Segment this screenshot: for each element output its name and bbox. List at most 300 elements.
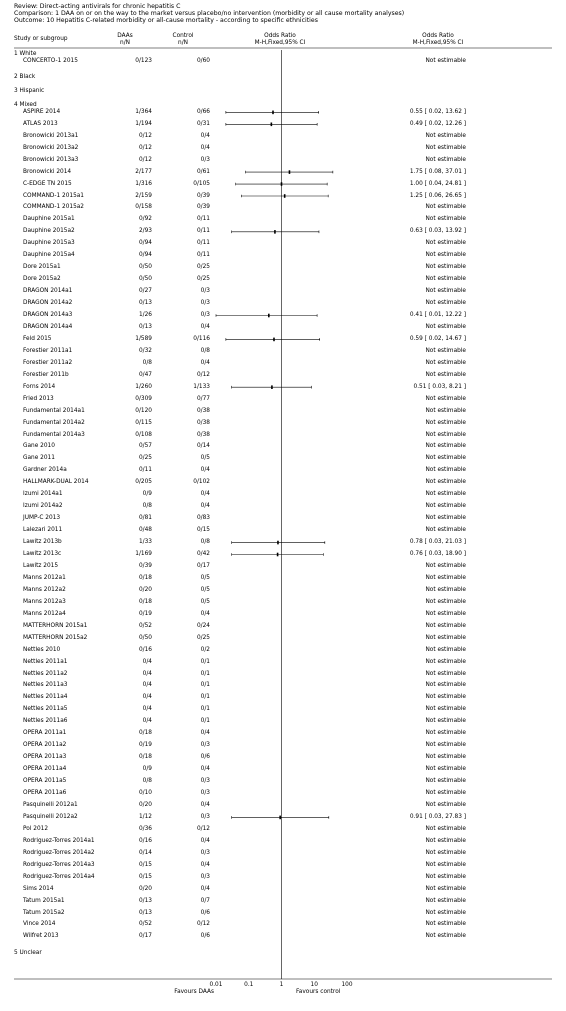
study-name: Bronowicki 2013a1 xyxy=(23,132,79,139)
daas-count: 0/52 xyxy=(138,921,152,928)
control-count: 0/3 xyxy=(200,849,210,856)
control-count: 0/7 xyxy=(200,897,210,904)
or-result: Not estimable xyxy=(425,598,466,605)
axis-tick-label: 1 xyxy=(279,982,284,988)
daas-count: 0/8 xyxy=(142,359,152,366)
axis-tick-label: 0.1 xyxy=(244,982,254,988)
study-name: Lawitz 2013b xyxy=(23,539,62,546)
or-result: Not estimable xyxy=(425,933,466,940)
or-result: 0.63 [ 0.03, 13.92 ] xyxy=(409,228,466,235)
or-result: Not estimable xyxy=(425,670,466,677)
control-count: 0/31 xyxy=(196,120,210,127)
control-count: 0/38 xyxy=(196,407,210,414)
control-count: 0/6 xyxy=(200,754,210,761)
control-count: 0/39 xyxy=(196,192,210,199)
or-result: 0.55 [ 0.02, 13.62 ] xyxy=(409,108,466,115)
daas-count: 0/18 xyxy=(138,754,152,761)
study-name: OPERA 2011a6 xyxy=(23,790,67,796)
study-name: Tatum 2015a2 xyxy=(23,909,65,916)
control-count: 0/1 xyxy=(200,682,210,689)
control-count: 0/12 xyxy=(196,921,210,928)
daas-count: 0/4 xyxy=(142,658,152,665)
or-result: Not estimable xyxy=(425,252,466,259)
control-count: 0/8 xyxy=(200,539,210,546)
study-name: Rodriguez-Torres 2014a2 xyxy=(23,849,95,856)
point-estimate xyxy=(271,385,273,389)
study-name: HALLMARK-DUAL 2014 xyxy=(23,479,89,486)
control-count: 0/1 xyxy=(200,706,210,713)
daas-count: 0/9 xyxy=(142,491,152,498)
control-count: 0/5 xyxy=(200,586,210,593)
control-count: 0/3 xyxy=(200,156,210,163)
control-count: 0/2 xyxy=(200,646,210,653)
control-count: 0/3 xyxy=(200,790,210,796)
point-estimate xyxy=(289,170,291,174)
col-daas: DAAs xyxy=(117,33,133,39)
or-result: Not estimable xyxy=(425,909,466,916)
study-name: Tatum 2015a1 xyxy=(23,897,65,904)
subgroup-label: 2 Black xyxy=(14,74,36,81)
control-count: 0/1 xyxy=(200,658,210,665)
or-result: 1.00 [ 0.04, 24.81 ] xyxy=(409,180,466,187)
study-name: Gane 2010 xyxy=(23,443,55,450)
study-name: Wilfret 2013 xyxy=(23,933,59,940)
control-count: 0/15 xyxy=(196,527,210,534)
or-result: Not estimable xyxy=(425,527,466,534)
control-count: 0/39 xyxy=(196,204,210,211)
control-count: 0/4 xyxy=(200,491,210,498)
control-count: 0/1 xyxy=(200,718,210,725)
daas-count: 0/10 xyxy=(138,790,152,796)
daas-count: 0/50 xyxy=(138,264,152,271)
or-result: Not estimable xyxy=(425,562,466,569)
control-count: 0/4 xyxy=(200,801,210,808)
control-count: 0/25 xyxy=(196,634,210,641)
study-name: Fundamental 2014a2 xyxy=(23,419,85,426)
or-result: Not estimable xyxy=(425,407,466,414)
or-result: 0.51 [ 0.03, 8.21 ] xyxy=(413,383,466,390)
daas-count: 0/18 xyxy=(138,598,152,605)
control-count: 0/4 xyxy=(200,323,210,330)
or-result: Not estimable xyxy=(425,491,466,498)
study-name: Bronowicki 2014 xyxy=(23,168,72,175)
daas-count: 0/120 xyxy=(135,407,152,414)
daas-count: 0/9 xyxy=(142,766,152,773)
control-count: 0/11 xyxy=(196,240,210,247)
study-name: Gardner 2014a xyxy=(23,467,67,474)
col-study: Study or subgroup xyxy=(14,36,68,42)
study-name: DRAGON 2014a1 xyxy=(23,288,73,295)
or-result: Not estimable xyxy=(425,766,466,773)
control-count: 0/11 xyxy=(196,228,210,235)
daas-count: 0/12 xyxy=(138,132,152,139)
control-count: 0/4 xyxy=(200,730,210,737)
study-name: Forestier 2011b xyxy=(23,371,69,378)
control-count: 0/6 xyxy=(200,909,210,916)
study-name: Gane 2011 xyxy=(23,455,55,462)
study-name: OPERA 2011a4 xyxy=(23,766,67,773)
control-count: 0/83 xyxy=(196,515,210,522)
control-count: 0/5 xyxy=(200,598,210,605)
axis-tick-label: 10 xyxy=(310,982,318,988)
or-result: Not estimable xyxy=(425,204,466,211)
daas-count: 0/94 xyxy=(138,252,152,259)
daas-count: 0/13 xyxy=(138,323,152,330)
study-name: Vince 2014 xyxy=(23,921,56,928)
daas-count: 0/4 xyxy=(142,670,152,677)
daas-count: 0/16 xyxy=(138,646,152,653)
or-result: Not estimable xyxy=(425,132,466,139)
point-estimate xyxy=(271,123,273,127)
daas-count: 1/26 xyxy=(138,312,152,318)
daas-count: 0/123 xyxy=(135,57,152,64)
col-or-text-sub: M-H,Fixed,95% CI xyxy=(412,40,464,46)
subgroup-label: 1 White xyxy=(14,50,37,57)
daas-count: 0/158 xyxy=(135,204,152,211)
or-result: 0.76 [ 0.03, 18.90 ] xyxy=(409,551,466,557)
study-name: DRAGON 2014a3 xyxy=(23,312,73,318)
daas-count: 0/11 xyxy=(138,467,152,474)
study-name: Nettles 2011a5 xyxy=(23,706,68,713)
axis-tick-label: 100 xyxy=(341,982,353,988)
control-count: 0/1 xyxy=(200,670,210,677)
daas-count: 0/81 xyxy=(138,515,152,522)
or-result: Not estimable xyxy=(425,849,466,856)
daas-count: 0/15 xyxy=(138,873,152,880)
control-count: 0/60 xyxy=(196,57,210,64)
or-result: Not estimable xyxy=(425,144,466,151)
control-count: 0/24 xyxy=(196,622,210,629)
or-result: Not estimable xyxy=(425,431,466,438)
or-result: Not estimable xyxy=(425,276,466,283)
axis-tick-label: 0.01 xyxy=(209,982,223,988)
control-count: 0/4 xyxy=(200,144,210,151)
daas-count: 0/4 xyxy=(142,694,152,701)
control-count: 0/4 xyxy=(200,861,210,868)
daas-count: 0/8 xyxy=(142,503,152,510)
col-control: Control xyxy=(172,33,194,39)
control-count: 0/3 xyxy=(200,742,210,749)
control-count: 0/3 xyxy=(200,778,210,785)
study-name: Rodriguez-Torres 2014a4 xyxy=(23,873,95,880)
control-count: 0/1 xyxy=(200,694,210,701)
outcome-title: Outcome: 10 Hepatitis C-related morbidity or all-cause mortality - according to specific ethnicities xyxy=(14,17,318,24)
or-result: Not estimable xyxy=(425,57,466,64)
control-count: 0/4 xyxy=(200,503,210,510)
favours-daas-label: Favours DAAs xyxy=(174,989,214,995)
study-name: ASPIRE 2014 xyxy=(23,108,61,115)
or-result: Not estimable xyxy=(425,742,466,749)
study-name: Izumi 2014a1 xyxy=(23,491,63,498)
or-result: Not estimable xyxy=(425,455,466,462)
daas-count: 0/20 xyxy=(138,885,152,892)
or-result: Not estimable xyxy=(425,897,466,904)
point-estimate xyxy=(273,338,275,342)
control-count: 0/42 xyxy=(196,551,210,557)
study-name: Dauphine 2015a3 xyxy=(23,240,75,247)
study-name: OPERA 2011a1 xyxy=(23,730,67,737)
daas-count: 0/4 xyxy=(142,706,152,713)
study-name: Sims 2014 xyxy=(23,885,54,892)
study-name: Nettles 2011a6 xyxy=(23,718,68,725)
subgroup-label: 4 Mixed xyxy=(14,101,37,108)
study-name: CONCERTO-1 2015 xyxy=(23,57,78,64)
or-result: 1.25 [ 0.06, 26.65 ] xyxy=(409,192,466,199)
or-result: Not estimable xyxy=(425,873,466,880)
or-result: Not estimable xyxy=(425,837,466,844)
daas-count: 0/15 xyxy=(138,861,152,868)
or-result: Not estimable xyxy=(425,479,466,486)
or-result: Not estimable xyxy=(425,467,466,474)
control-count: 0/4 xyxy=(200,467,210,474)
study-name: Lawitz 2015 xyxy=(23,562,59,569)
daas-count: 0/20 xyxy=(138,801,152,808)
or-result: Not estimable xyxy=(425,801,466,808)
or-result: 0.41 [ 0.01, 12.22 ] xyxy=(409,312,466,318)
study-name: DRAGON 2014a2 xyxy=(23,300,73,307)
control-count: 0/5 xyxy=(200,574,210,581)
daas-count: 0/19 xyxy=(138,610,152,617)
daas-count: 0/12 xyxy=(138,156,152,163)
study-name: Manns 2012a1 xyxy=(23,574,66,581)
daas-count: 0/48 xyxy=(138,527,152,534)
daas-count: 1/316 xyxy=(135,180,152,187)
control-count: 0/105 xyxy=(193,180,210,187)
control-count: 0/14 xyxy=(196,443,210,450)
study-name: Dore 2015a1 xyxy=(23,264,61,271)
control-count: 0/25 xyxy=(196,264,210,271)
study-name: Dauphine 2015a2 xyxy=(23,228,75,235)
daas-count: 0/13 xyxy=(138,909,152,916)
or-result: Not estimable xyxy=(425,682,466,689)
daas-count: 0/14 xyxy=(138,849,152,856)
daas-count: 0/52 xyxy=(138,622,152,629)
or-result: Not estimable xyxy=(425,861,466,868)
control-count: 0/6 xyxy=(200,933,210,940)
daas-count: 0/39 xyxy=(138,562,152,569)
point-estimate xyxy=(284,194,286,198)
control-count: 0/3 xyxy=(200,288,210,295)
control-count: 0/17 xyxy=(196,562,210,569)
study-name: MATTERHORN 2015a1 xyxy=(23,622,88,629)
or-result: Not estimable xyxy=(425,706,466,713)
study-name: COMMAND-1 2015a2 xyxy=(23,204,84,211)
control-count: 0/77 xyxy=(196,395,210,402)
study-name: C-EDGE TN 2015 xyxy=(23,180,72,187)
daas-count: 0/36 xyxy=(138,825,152,832)
study-name: Nettles 2011a4 xyxy=(23,694,68,701)
or-result: 0.91 [ 0.03, 27.83 ] xyxy=(409,813,466,820)
study-name: Bronowicki 2013a3 xyxy=(23,156,79,163)
daas-count: 0/13 xyxy=(138,300,152,307)
daas-count: 2/177 xyxy=(135,168,152,175)
or-result: Not estimable xyxy=(425,264,466,271)
daas-count: 1/194 xyxy=(135,120,152,127)
daas-count: 0/309 xyxy=(135,395,152,402)
or-result: Not estimable xyxy=(425,634,466,641)
daas-count: 0/32 xyxy=(138,347,152,354)
study-name: COMMAND-1 2015a1 xyxy=(23,192,84,199)
col-control-sub: n/N xyxy=(178,40,188,46)
control-count: 0/25 xyxy=(196,276,210,283)
or-result: Not estimable xyxy=(425,730,466,737)
study-name: Fundamental 2014a3 xyxy=(23,431,85,438)
study-name: Pol 2012 xyxy=(23,825,49,832)
favours-control-label: Favours control xyxy=(296,989,341,995)
daas-count: 0/115 xyxy=(135,419,152,426)
point-estimate xyxy=(277,553,279,557)
control-count: 0/4 xyxy=(200,359,210,366)
study-name: Dauphine 2015a4 xyxy=(23,252,75,259)
daas-count: 0/13 xyxy=(138,897,152,904)
daas-count: 0/12 xyxy=(138,144,152,151)
subgroup-label: 3 Hispanic xyxy=(14,88,45,95)
control-count: 0/11 xyxy=(196,216,210,223)
or-result: Not estimable xyxy=(425,288,466,295)
or-result: Not estimable xyxy=(425,622,466,629)
daas-count: 0/205 xyxy=(135,479,152,486)
or-result: 0.78 [ 0.03, 21.03 ] xyxy=(409,539,466,546)
daas-count: 0/25 xyxy=(138,455,152,462)
point-estimate xyxy=(277,541,279,545)
study-name: Rodriguez-Torres 2014a3 xyxy=(23,861,95,868)
study-name: Nettles 2011a3 xyxy=(23,682,68,689)
or-result: Not estimable xyxy=(425,610,466,617)
or-result: Not estimable xyxy=(425,371,466,378)
daas-count: 0/4 xyxy=(142,718,152,725)
control-count: 0/12 xyxy=(196,825,210,832)
study-name: Pasquinelli 2012a1 xyxy=(23,801,78,808)
daas-count: 1/589 xyxy=(135,335,152,342)
study-name: Forns 2014 xyxy=(23,383,56,390)
study-name: OPERA 2011a5 xyxy=(23,778,67,785)
daas-count: 0/18 xyxy=(138,730,152,737)
control-count: 0/61 xyxy=(196,168,210,175)
control-count: 0/4 xyxy=(200,885,210,892)
daas-count: 1/12 xyxy=(138,813,152,820)
control-count: 0/3 xyxy=(200,312,210,318)
or-result: Not estimable xyxy=(425,646,466,653)
comparison-title: Comparison: 1 DAA on or on the way to the market versus placebo/no intervention (morbidity or all cause mortality analyses) xyxy=(14,10,405,17)
daas-count: 1/364 xyxy=(135,108,152,115)
control-count: 0/3 xyxy=(200,873,210,880)
daas-count: 0/108 xyxy=(135,431,152,438)
col-or-plot-sub: M-H,Fixed,95% CI xyxy=(254,40,306,46)
daas-count: 0/19 xyxy=(138,742,152,749)
control-count: 0/4 xyxy=(200,837,210,844)
control-count: 0/5 xyxy=(200,455,210,462)
or-result: Not estimable xyxy=(425,921,466,928)
study-name: Manns 2012a4 xyxy=(23,610,66,617)
or-result: Not estimable xyxy=(425,503,466,510)
control-count: 0/116 xyxy=(193,335,210,342)
study-name: Forestier 2011a1 xyxy=(23,347,73,354)
col-or-text: Odds Ratio xyxy=(422,33,454,39)
study-name: Fundamental 2014a1 xyxy=(23,407,85,414)
control-count: 0/66 xyxy=(196,108,210,115)
or-result: Not estimable xyxy=(425,395,466,402)
control-count: 0/3 xyxy=(200,813,210,820)
or-result: 1.75 [ 0.08, 37.01 ] xyxy=(409,168,466,175)
study-name: Dauphine 2015a1 xyxy=(23,216,75,223)
study-name: Bronowicki 2013a2 xyxy=(23,144,79,151)
or-result: Not estimable xyxy=(425,885,466,892)
study-name: JUMP-C 2013 xyxy=(23,515,61,522)
daas-count: 1/169 xyxy=(135,551,152,557)
study-name: Nettles 2011a2 xyxy=(23,670,68,677)
control-count: 1/133 xyxy=(193,383,210,390)
or-result: Not estimable xyxy=(425,718,466,725)
or-result: Not estimable xyxy=(425,790,466,796)
or-result: Not estimable xyxy=(425,300,466,307)
control-count: 0/38 xyxy=(196,431,210,438)
col-daas-sub: n/N xyxy=(120,40,130,46)
or-result: Not estimable xyxy=(425,216,466,223)
study-name: Dore 2015a2 xyxy=(23,276,61,283)
study-name: Pasquinelli 2012a2 xyxy=(23,813,78,820)
or-result: Not estimable xyxy=(425,156,466,163)
daas-count: 0/94 xyxy=(138,240,152,247)
point-estimate xyxy=(274,230,276,234)
study-name: Fried 2013 xyxy=(23,395,54,402)
or-result: 0.49 [ 0.02, 12.26 ] xyxy=(409,120,466,127)
study-name: Lalezari 2011 xyxy=(23,527,63,534)
daas-count: 0/50 xyxy=(138,634,152,641)
daas-count: 0/17 xyxy=(138,933,152,940)
control-count: 0/3 xyxy=(200,300,210,307)
control-count: 0/4 xyxy=(200,132,210,139)
study-name: Rodriguez-Torres 2014a1 xyxy=(23,837,95,844)
study-name: Forestier 2011a2 xyxy=(23,359,73,366)
study-name: Izumi 2014a2 xyxy=(23,503,63,510)
point-estimate xyxy=(272,111,274,115)
or-result: Not estimable xyxy=(425,778,466,785)
daas-count: 0/27 xyxy=(138,288,152,295)
subgroup-label: 5 Unclear xyxy=(14,950,42,957)
study-name: Nettles 2010 xyxy=(23,646,61,653)
study-name: OPERA 2011a2 xyxy=(23,742,67,749)
study-name: OPERA 2011a3 xyxy=(23,754,67,761)
or-result: Not estimable xyxy=(425,825,466,832)
daas-count: 0/18 xyxy=(138,574,152,581)
control-count: 0/12 xyxy=(196,371,210,378)
or-result: Not estimable xyxy=(425,574,466,581)
control-count: 0/11 xyxy=(196,252,210,259)
daas-count: 2/93 xyxy=(138,228,152,235)
control-count: 0/38 xyxy=(196,419,210,426)
daas-count: 0/92 xyxy=(138,216,152,223)
control-count: 0/4 xyxy=(200,766,210,773)
daas-count: 0/4 xyxy=(142,682,152,689)
control-count: 0/4 xyxy=(200,610,210,617)
or-result: Not estimable xyxy=(425,443,466,450)
or-result: Not estimable xyxy=(425,586,466,593)
study-name: Lawitz 2013c xyxy=(23,551,62,557)
daas-count: 0/50 xyxy=(138,276,152,283)
control-count: 0/102 xyxy=(193,479,210,486)
study-name: DRAGON 2014a4 xyxy=(23,323,73,330)
or-result: Not estimable xyxy=(425,658,466,665)
daas-count: 1/260 xyxy=(135,383,152,390)
study-name: Manns 2012a3 xyxy=(23,598,66,605)
study-name: Manns 2012a2 xyxy=(23,586,66,593)
col-or-plot: Odds Ratio xyxy=(264,33,296,39)
or-result: Not estimable xyxy=(425,694,466,701)
point-estimate xyxy=(268,314,270,318)
daas-count: 0/57 xyxy=(138,443,152,450)
daas-count: 1/33 xyxy=(138,539,152,546)
or-result: Not estimable xyxy=(425,240,466,247)
